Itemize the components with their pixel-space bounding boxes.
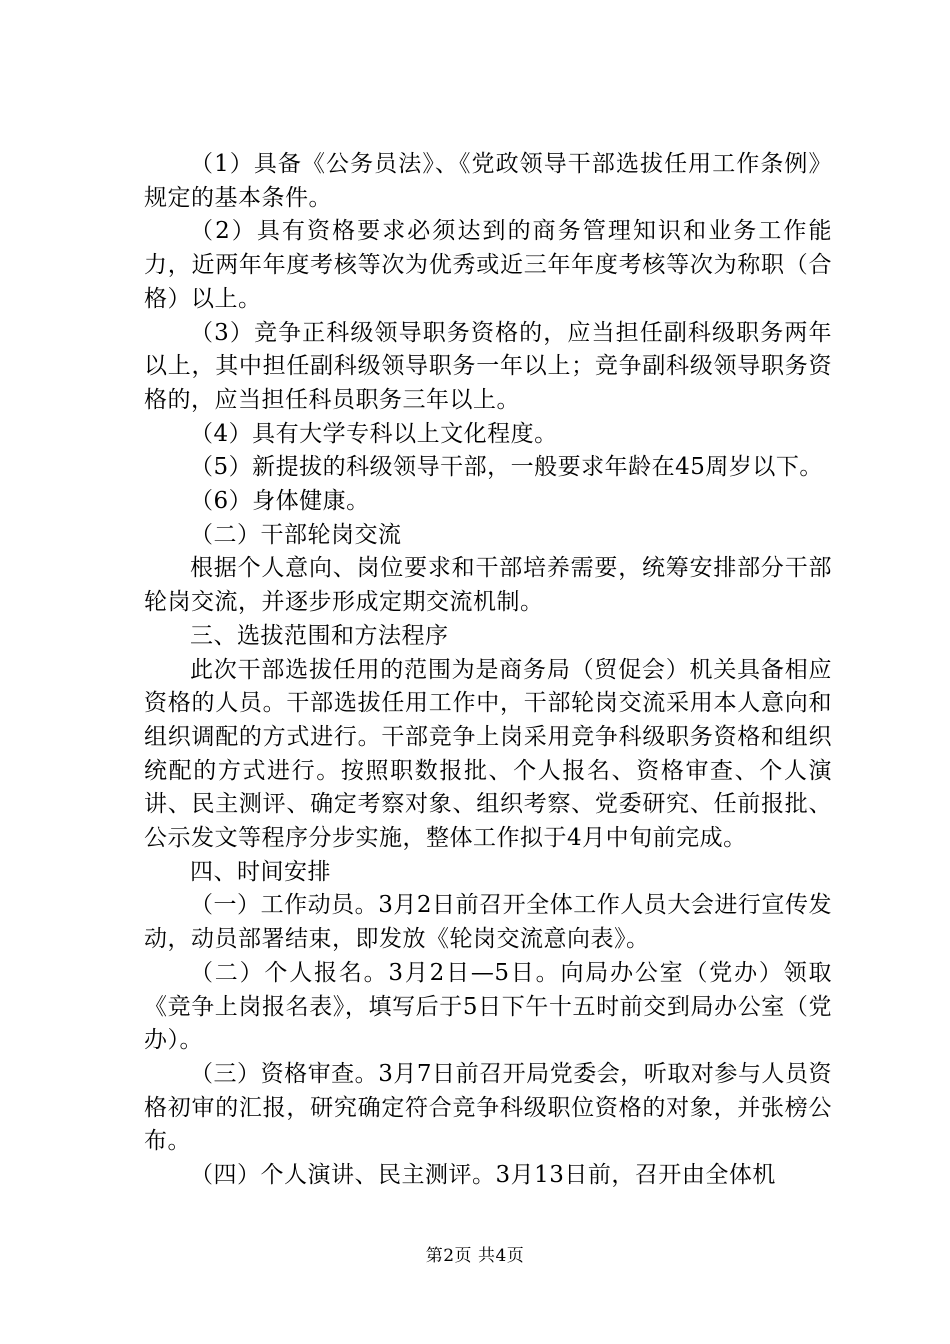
page-number: 第2页 共4页 bbox=[425, 1246, 525, 1266]
paragraph-schedule-3: （三）资格审查。3月7日前召开局党委会，听取对参与人员资格初审的汇报，研究确定符合竞争科级职位资格的对象，并张榜公布。 bbox=[144, 1060, 832, 1155]
paragraph-rotation: 根据个人意向、岗位要求和干部培养需要，统筹安排部分干部轮岗交流，并逐步形成定期交流机制。 bbox=[144, 555, 832, 616]
page-footer bbox=[0, 1244, 950, 1268]
paragraph-schedule-4: （四）个人演讲、民主测评。3月13日前，召开由全体机 bbox=[190, 1162, 776, 1189]
paragraph-requirement-1: （1）具备《公务员法》、《党政领导干部选拔任用工作条例》规定的基本条件。 bbox=[144, 151, 832, 211]
paragraph-schedule-1: （一）工作动员。3月2日前召开全体工作人员大会进行宣传发动，动员部署结束，即发放《轮岗交流意向表》。 bbox=[144, 892, 832, 953]
paragraph-requirement-5: （5）新提拔的科级领导干部，一般要求年龄在45周岁以下。 bbox=[190, 454, 823, 481]
document-body bbox=[144, 148, 832, 1193]
section-heading-schedule: 四、时间安排 bbox=[190, 858, 331, 885]
paragraph-requirement-3: （3）竞争正科级领导职务资格的，应当担任副科级职务两年以上，其中担任副科级领导职务一年以上；竞争副科级领导职务资格的，应当担任科员职务三年以上。 bbox=[144, 319, 832, 413]
paragraph-requirement-6: （6）身体健康。 bbox=[190, 488, 370, 515]
paragraph-requirement-2: （2）具有资格要求必须达到的商务管理知识和业务工作能力，近两年年度考核等次为优秀或近三年年度考核等次为称职（合格）以上。 bbox=[144, 218, 832, 312]
paragraph-scope: 此次干部选拔任用的范围为是商务局（贸促会）机关具备相应资格的人员。干部选拔任用工作中，干部轮岗交流采用本人意向和组织调配的方式进行。干部竞争上岗采用竞争科级职务资格和组织统配的方式进行。按照职数报批、个人报名、资格审查、个人演讲、民主测评、确定考察对象、组织考察、党委研究、任前报批、公示发文等程序分步实施，整体工作拟于4月中旬前完成。 bbox=[144, 656, 832, 852]
paragraph-schedule-2: （二）个人报名。3月2日—5日。向局办公室（党办）领取《竞争上岗报名表》，填写后于5日下午十五时前交到局办公室（党办）。 bbox=[144, 959, 832, 1054]
paragraph-requirement-4: （4）具有大学专科以上文化程度。 bbox=[190, 420, 558, 447]
section-heading-rotation: （二）干部轮岗交流 bbox=[190, 521, 402, 548]
section-heading-scope: 三、选拔范围和方法程序 bbox=[190, 622, 449, 649]
